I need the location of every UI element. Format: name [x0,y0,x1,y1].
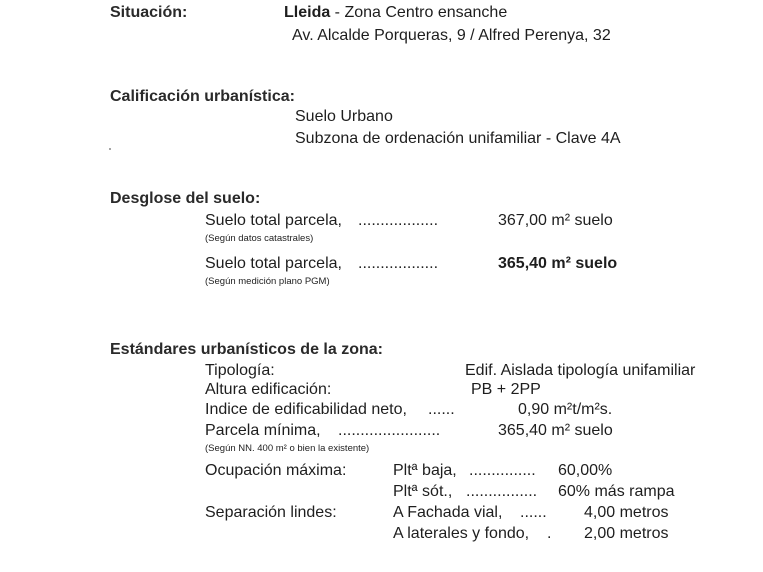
indice-dots: ...... [428,401,455,418]
desglose-row2-note: (Según medición plano PGM) [205,276,330,287]
separacion-row1-value: 4,00 metros [584,504,669,521]
parcela-label: Parcela mínima, [205,422,321,439]
separacion-row2-sub: A laterales y fondo, [393,525,530,542]
indice-value: 0,90 m²t/m²s. [518,401,613,418]
city-name: Lleida [284,4,331,21]
ocupacion-row1-sub: Pltª baja, [393,462,457,479]
situacion-heading: Situación: [110,4,188,21]
parcela-value: 365,40 m² suelo [498,422,613,439]
desglose-heading: Desglose del suelo: [110,190,261,207]
ocupacion-row2-dots: ................ [466,483,538,500]
parcela-note: (Según NN. 400 m² o bien la existente) [205,443,370,454]
situacion-address: Av. Alcalde Porqueras, 9 / Alfred Perenya, 32 [292,27,611,44]
ocupacion-row1-value: 60,00% [558,462,613,479]
desglose-row1-note: (Según datos catastrales) [205,233,314,244]
separacion-row2-value: 2,00 metros [584,525,669,542]
situacion-location [284,5,507,21]
altura-value: PB + 2PP [471,381,541,398]
desglose-row1-label: Suelo total parcela, [205,212,342,229]
desglose-row2-label: Suelo total parcela, [205,255,342,272]
desglose-row1-value: 367,00 m² suelo [498,212,613,229]
desglose-row1-dots: .................. [358,212,439,229]
calificacion-heading: Calificación urbanística: [110,88,295,105]
calificacion-line1: Suelo Urbano [295,108,393,125]
separacion-row2-dots: . [547,525,552,542]
tipologia-value: Edif. Aislada tipología unifamiliar [465,362,696,379]
altura-label: Altura edificación: [205,381,332,398]
desglose-row2-value: 365,40 m² suelo [498,255,618,272]
indice-label: Indice de edificabilidad neto, [205,401,407,418]
calificacion-line2: Subzona de ordenación unifamiliar - Clave 4A [295,130,621,147]
separacion-row1-sub: A Fachada vial, [393,504,503,521]
tipologia-label: Tipología: [205,362,275,379]
scan-speck [109,148,111,150]
separacion-label: Separación lindes: [205,504,337,521]
estandares-heading: Estándares urbanísticos de la zona: [110,341,383,358]
separacion-row1-dots: ...... [520,504,547,521]
ocupacion-row1-dots: ............... [469,462,536,479]
ocupacion-row2-sub: Pltª sót., [393,483,453,500]
ocupacion-label: Ocupación máxima: [205,462,347,479]
ocupacion-row2-value: 60% más rampa [558,483,675,500]
zone-name: - Zona Centro ensanche [330,4,508,21]
parcela-dots: ....................... [338,422,441,439]
desglose-row2-dots: .................. [358,255,439,272]
